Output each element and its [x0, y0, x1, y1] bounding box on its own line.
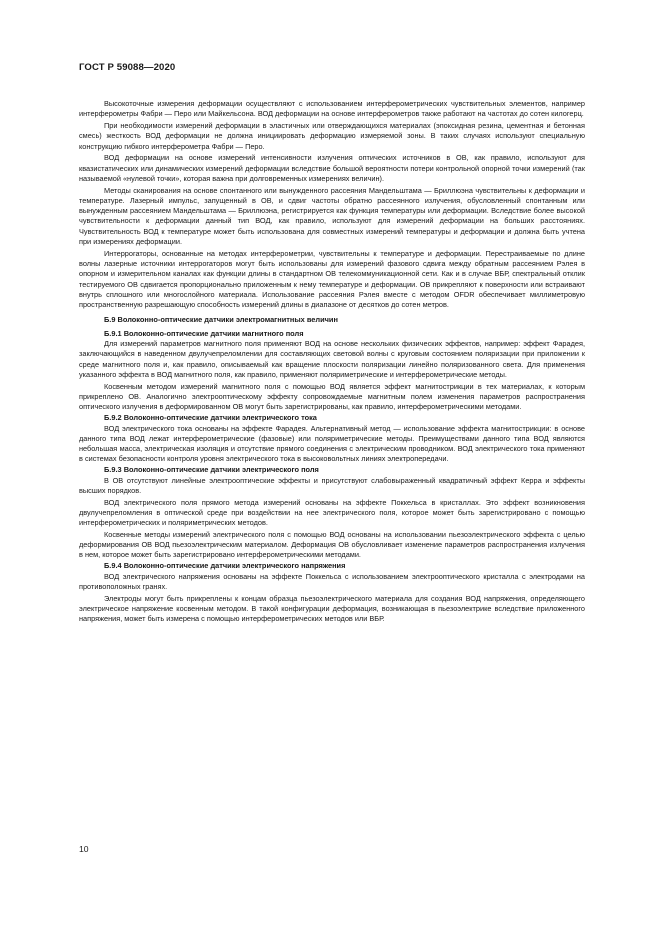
paragraph: При необходимости измерений деформации в эластичных или отверждающихся материалах (эпоксидная резина, цементная и бетонная смесь) жесткость ВОД деформации не должна инициировать деформацию измеряемой зоны. В таких случаях используют специальную конструкцию гибкого интерферометра Фабри — Перо. — [79, 120, 585, 151]
section-heading-b9: Б.9 Волоконно-оптические датчики электромагнитных величин — [104, 315, 338, 324]
subsection-heading-b92: Б.9.2 Волоконно-оптические датчики электрического тока — [104, 413, 317, 423]
paragraph: Косвенные методы измерений электрического поля с помощью ВОД основаны на использовании пьезоэлектрического эффекта с целью деформирования ОВ ВОД пьезоэлектрическим материалом. Деформация ОВ обусловливает изменение параметров распространения излучения в нем, которое может быть зарегистрировано интерферометрическими методами. — [79, 529, 585, 560]
paragraph: ВОД электрического поля прямого метода измерений основаны на эффекте Поккельса в кристаллах. Это эффект возникновения двулучепреломления в оптической среде при воздействии на нее электрического поля, которое может быть зарегистрировано с помощью интерферометрических и поляриметрических методов. — [79, 497, 585, 528]
paragraph: В ОВ отсутствуют линейные электрооптические эффекты и присутствуют слабовыраженный квадратичный эффект Керра и эффекты высших порядков. — [79, 475, 585, 495]
subsection-heading-b94: Б.9.4 Волоконно-оптические датчики электрического напряжения — [104, 561, 346, 571]
paragraph: ВОД электрического напряжения основаны на эффекте Поккельса с использованием электрооптического кристалла с электродами на противоположных гранях. — [79, 571, 585, 591]
subsection-heading-b93: Б.9.3 Волоконно-оптические датчики электрического поля — [104, 465, 319, 475]
paragraph: Высокоточные измерения деформации осуществляют с использованием интерферометрических чувствительных элементов, например интерферометры Фабри — Перо или Майкельсона. ВОД деформации на основе интерферометров также работают на частотах до сотен килогерц. — [79, 99, 585, 119]
paragraph: Методы сканирования на основе спонтанного или вынужденного рассеяния Мандельштама — Бриллюэна чувствительны к деформации и температуре. Лазерный импульс, запущенный в ОВ, и сдвиг частоты обратно рассеянного излучения, обусловленный спонтанным или вынужденным рассеянием Мандельштама — Бриллюэна, регистрируется как функция температуры или деформации. Вследствие более высокой чувствительности к деформации данный тип ВОД, как правило, используют для измерений деформации на больших расстояниях. Чувствительность ВОД к температуре может быть использована для совместных измерений температуры и деформации и должна быть учтена при измерениях деформации. — [79, 185, 585, 247]
paragraph: Электроды могут быть прикреплены к концам образца пьезоэлектрического материала для создания ВОД напряжения, определяющего электрическое напряжение косвенным методом. В такой конфигурации деформация, возникающая в пьезоэлектрике вследствие приложенного напряжения, может быть измерена с помощью интерферометрических методов или ВБР. — [79, 593, 585, 624]
document-standard-id: ГОСТ Р 59088—2020 — [79, 62, 176, 73]
paragraph: Интеррогаторы, основанные на методах интерферометрии, чувствительны к температуре и деформации. Перестраиваемые по длине волны лазерные источники интеррогаторов могут быть использованы для измерений фазового сдвига между обратным рассеянием Рэлея в опорном и измерительном каналах как функции длины в стандартном ОВ телекоммуникационной сети. Как и в случае ВБР, спектральный отклик тестируемого ОВ сдвигается пропорционально приложенным к нему температуре и деформации. ОВ прикрепляют к поверхности или встраивают внутрь сплошного или многослойного материала. Использование рассеяния Рэлея вместе с методом OFDR обеспечивает миллиметровую пространственную разрешающую способность измерений длины в диапазоне от десятков до сотен метров. — [79, 248, 585, 310]
document-body — [79, 99, 585, 625]
page-number: 10 — [79, 844, 89, 854]
subsection-heading-b91: Б.9.1 Волоконно-оптические датчики магнитного поля — [104, 328, 304, 338]
paragraph: Косвенным методом измерений магнитного поля с помощью ВОД является эффект магнитострикции в тех материалах, к которым прикреплено ОВ. Аналогично электрооптическому эффекту сопровождаемые магнитным полем изменения параметров распространения оптического излучения в деформированном ОВ могут быть зарегистрированы, как правило, интерферометрическими методами. — [79, 381, 585, 412]
paragraph: ВОД деформации на основе измерений интенсивности излучения оптических источников в ОВ, как правило, используют для квазистатических или динамических измерений деформации вследствие большой вероятности потери контрольной опорной точки измерений (так называемой «нулевой точки», которая важна при долговременных измерениях величин). — [79, 153, 585, 183]
paragraph: ВОД электрического тока основаны на эффекте Фарадея. Альтернативный метод — использование эффекта магнитострикции: в основе данного типа ВОД лежат интерферометрические (фазовые) или поляриметрические методы. Преимуществами данного типа ВОД являются небольшая масса, электрическая изоляция и отсутствие прямого соединения с электрическим проводником. ВОД электрического тока применяют в системах безопасности контроля уровня электрического тока в высоковольтных линиях электропередачи. — [79, 423, 585, 464]
paragraph: Для измерений параметров магнитного поля применяют ВОД на основе нескольких физических эффектов, например: эффект Фарадея, заключающийся в наведенном двулучепреломлении для составляющих световой волны с круговым состоянием поляризации при приложении к среде магнитного поля и, как правило, описываемый как вращение плоскости поляризации линейно поляризованного света. Для применения указанного эффекта в ВОД магнитного поля, как правило, применяют поляриметрические и интерферометрические методы. — [79, 339, 585, 380]
